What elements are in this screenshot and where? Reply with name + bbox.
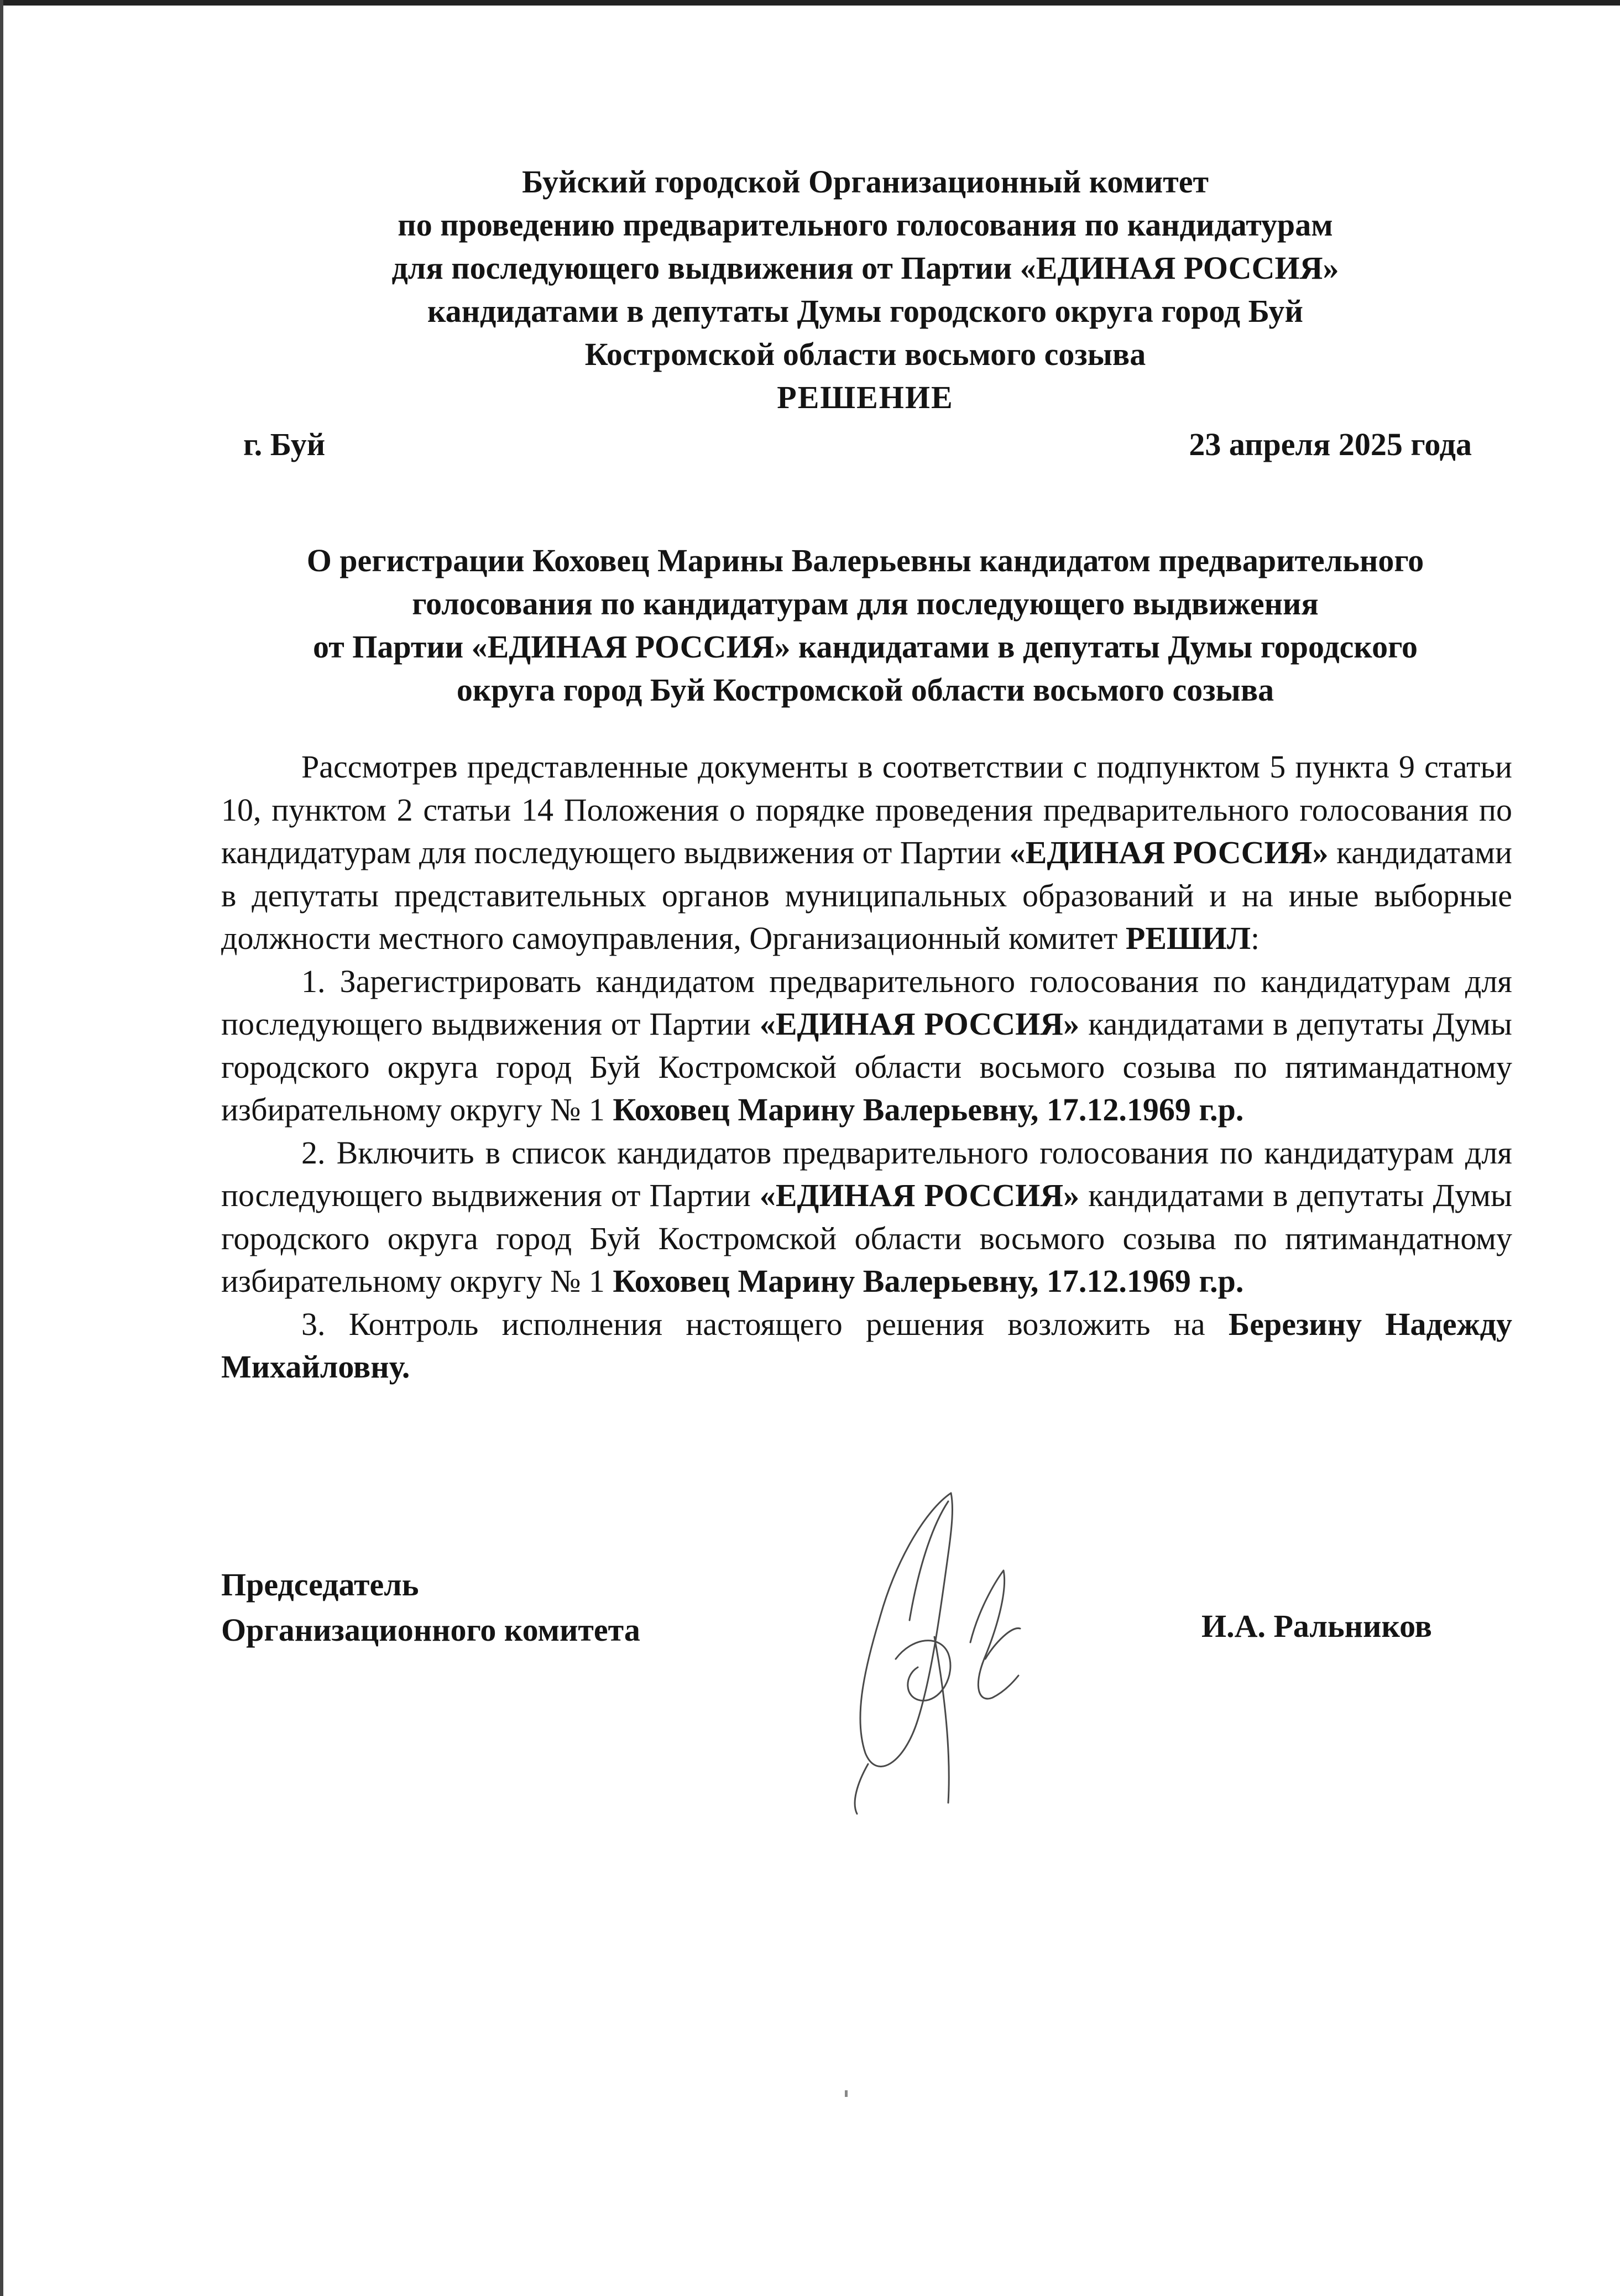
item-2-text-2: кандидатами в депутаты Думы городского округа город Буй Костромской области восьмого созыва по пятимандатному избирательному округу № 1 <box>221 1177 1512 1299</box>
subject-line-4: округа город Буй Костромской области восьмого созыва <box>456 672 1274 708</box>
subject-line-1: О регистрации Коховец Марины Валерьевны кандидатом предварительного <box>306 542 1424 578</box>
decision-item-2 <box>221 1131 1512 1303</box>
item-1-party: «ЕДИНАЯ РОССИЯ» <box>759 1006 1080 1042</box>
preamble-resolved: РЕШИЛ <box>1125 920 1251 956</box>
subject-line-3: от Партии «ЕДИНАЯ РОССИЯ» кандидатами в депутаты Думы городского <box>313 629 1418 665</box>
preamble-text-1: Рассмотрев представленные документы в соответствии с подпунктом 5 пункта 9 статьи 10, пунктом 2 статьи 14 Положения о порядке проведения предварительного голосования по кандидатурам для последующего выдвижения от Партии <box>221 749 1512 870</box>
preamble-text-2: кандидатами в депутаты представительных органов муниципальных образований и на иные выборные должности местного самоуправления, Организационный комитет <box>221 834 1512 956</box>
item-1-text-1: 1. Зарегистрировать кандидатом предварительного голосования по кандидатурам для последующего выдвижения от Партии <box>221 963 1512 1042</box>
subject-line-2: голосования по кандидатурам для последующего выдвижения <box>412 586 1319 622</box>
header-line-4: кандидатами в депутаты Думы городского округа город Буй <box>427 293 1303 329</box>
issue-date: 23 апреля 2025 года <box>1189 426 1472 462</box>
item-3-person: Березину Надежду Михайловну. <box>221 1306 1513 1385</box>
chairman-name: И.А. Ральников <box>1201 1608 1432 1644</box>
decision-subject <box>221 539 1509 712</box>
header-line-1: Буйский городской Организационный комитет <box>522 164 1209 200</box>
item-1-text-2: кандидатами в депутаты Думы городского округа город Буй Костромской области восьмого созыва по пятимандатному избирательному округу № 1 <box>221 1006 1512 1128</box>
place-of-issue: г. Буй <box>243 426 326 462</box>
decision-item-1 <box>221 960 1512 1131</box>
decision-item-3 <box>221 1303 1512 1389</box>
chairman-title <box>221 1562 640 1653</box>
item-1-person: Коховец Марину Валерьевну, 17.12.1969 г.р. <box>613 1092 1244 1128</box>
decision-body <box>221 745 1512 1389</box>
header-line-2: по проведению предварительного голосования по кандидатурам <box>398 207 1333 243</box>
header-line-3: для последующего выдвижения от Партии «ЕДИНАЯ РОССИЯ» <box>391 250 1339 286</box>
organization-header <box>221 160 1509 419</box>
item-2-party: «ЕДИНАЯ РОССИЯ» <box>759 1177 1080 1213</box>
preamble-party: «ЕДИНАЯ РОССИЯ» <box>1009 834 1329 870</box>
handwritten-signature-icon <box>813 1476 1067 1819</box>
scan-edge-left <box>0 0 3 2296</box>
item-3-text-1: 3. Контроль исполнения настоящего решения возложить на <box>301 1306 1229 1342</box>
preamble-text-3: : <box>1251 920 1260 956</box>
item-2-person: Коховец Марину Валерьевну, 17.12.1969 г.р. <box>613 1263 1244 1299</box>
item-2-text-1: 2. Включить в список кандидатов предварительного голосования по кандидатурам для последующего выдвижения от Партии <box>221 1134 1512 1213</box>
chairman-title-line-2: Организационного комитета <box>221 1612 640 1648</box>
header-line-5: Костромской области восьмого созыва <box>584 336 1146 372</box>
scan-edge-top <box>0 0 1620 6</box>
preamble-paragraph <box>221 745 1512 960</box>
document-type-title: РЕШЕНИЕ <box>777 379 954 415</box>
chairman-title-line-1: Председатель <box>221 1567 419 1603</box>
scan-speck <box>845 2090 848 2097</box>
